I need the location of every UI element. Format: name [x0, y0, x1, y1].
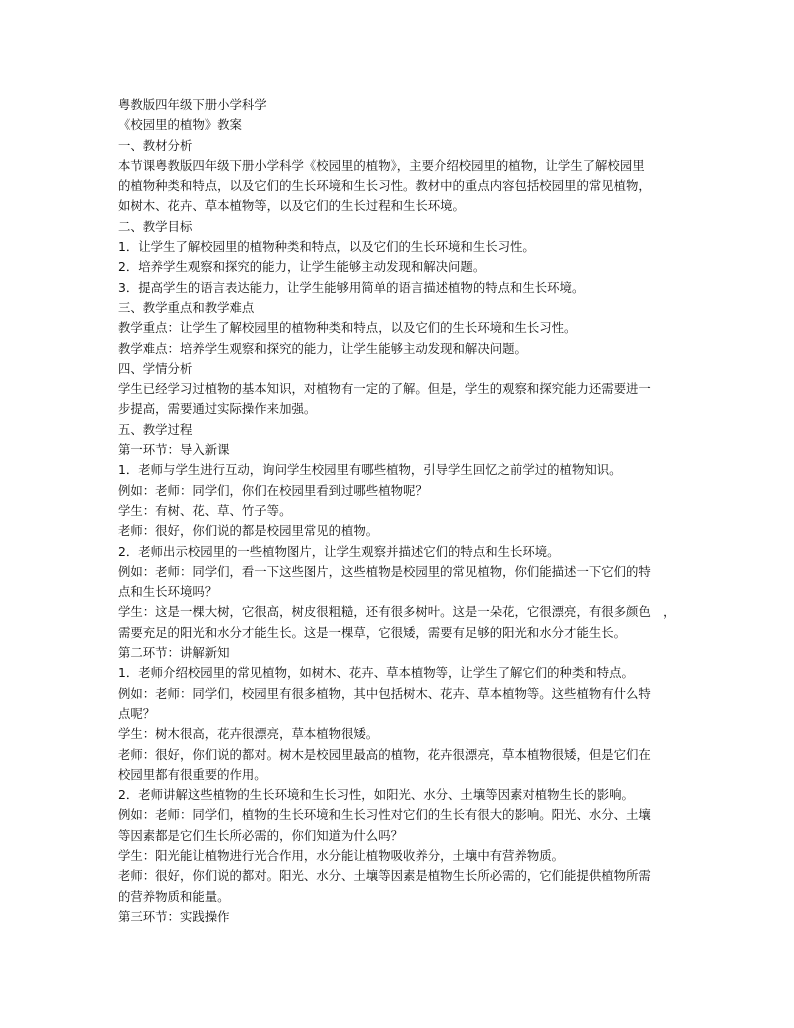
doc-line: 如树木、花卉、草本植物等，以及它们的生长过程和生长环境。 [118, 198, 465, 214]
doc-line: 例如：老师：同学们，看一下这些图片，这些植物是校园里的常见植物，你们能描述一下它们的特 [118, 563, 651, 579]
doc-line: 《校园里的植物》教案 [118, 117, 242, 133]
doc-line: 的营养物质和能量。 [118, 888, 230, 904]
doc-line: 2．老师讲解这些植物的生长环境和生长习性，如阳光、水分、土壤等因素对植物生长的影响。 [118, 787, 634, 803]
doc-line: 三、教学重点和教学难点 [118, 299, 255, 315]
doc-line: 第二环节：讲解新知 [118, 645, 230, 661]
doc-line: 教学难点：培养学生观察和探究的能力，让学生能够主动发现和解决问题。 [118, 340, 527, 356]
doc-line: 点呢？ [118, 705, 156, 721]
doc-line: 老师：很好，你们说的都对。树木是校园里最高的植物，花卉很漂亮，草本植物很矮，但是它们在 [118, 746, 651, 762]
doc-line: 1．老师介绍校园里的常见植物，如树木、花卉、草本植物等，让学生了解它们的种类和特点。 [118, 665, 634, 681]
doc-line: 需要充足的阳光和水分才能生长。这是一棵草，它很矮，需要有足够的阳光和水分才能生长。 [118, 624, 627, 640]
doc-line: 老师：很好，你们说的都是校园里常见的植物。 [118, 523, 379, 539]
doc-line: 教学重点：让学生了解校园里的植物种类和特点，以及它们的生长环境和生长习性。 [118, 320, 577, 336]
doc-line: 学生：树木很高，花卉很漂亮，草本植物很矮。 [118, 726, 379, 742]
doc-line: 学生：阳光能让植物进行光合作用，水分能让植物吸收养分，土壤中有营养物质。 [118, 847, 565, 863]
doc-line: 等因素都是它们生长所必需的，你们知道为什么吗？ [118, 827, 403, 843]
doc-line: 粤教版四年级下册小学科学 [118, 97, 267, 112]
doc-line: 第三环节：实践操作 [118, 908, 230, 924]
doc-line: 例如：老师：同学们，植物的生长环境和生长习性对它们的生长有很大的影响。阳光、水分、土壤 [118, 807, 651, 823]
doc-line: 1．让学生了解校园里的植物种类和特点，以及它们的生长环境和生长习性。 [118, 239, 535, 255]
doc-line: 校园里都有很重要的作用。 [118, 766, 267, 782]
doc-line: 点和生长环境吗？ [118, 584, 218, 600]
doc-line: 3．提高学生的语言表达能力，让学生能够用简单的语言描述植物的特点和生长环境。 [118, 279, 585, 295]
document-body [118, 95, 678, 927]
doc-line: 学生：这是一棵大树，它很高，树皮很粗糙，还有很多树叶。这是一朵花，它很漂亮，有很多颜色 ， [118, 604, 676, 620]
doc-line: 1．老师与学生进行互动，询问学生校园里有哪些植物，引导学生回忆之前学过的植物知识。 [118, 462, 622, 478]
doc-line: 2．老师出示校园里的一些植物图片，让学生观察并描述它们的特点和生长环境。 [118, 543, 560, 559]
doc-line: 本节课粤教版四年级下册小学科学《校园里的植物》，主要介绍校园里的植物，让学生了解校园里 [118, 157, 645, 173]
doc-line: 学生已经学习过植物的基本知识，对植物有一定的了解。但是，学生的观察和探究能力还需要进一 [118, 381, 651, 397]
doc-line: 例如：老师：同学们，校园里有很多植物，其中包括树木、花卉、草本植物等。这些植物有什么特 [118, 685, 651, 701]
doc-line: 一、教材分析 [118, 137, 193, 153]
doc-line: 2．培养学生观察和探究的能力，让学生能够主动发现和解决问题。 [118, 259, 486, 275]
doc-line: 老师：很好，你们说的都对。阳光、水分、土壤等因素是植物生长所必需的，它们能提供植物所需 [118, 868, 651, 884]
doc-line: 步提高，需要通过实际操作来加强。 [118, 401, 317, 417]
doc-line: 的植物种类和特点，以及它们的生长环境和生长习性。教材中的重点内容包括校园里的常见植物， [118, 178, 651, 194]
doc-line: 四、学情分析 [118, 360, 193, 376]
doc-line: 学生：有树、花、草、竹子等。 [118, 502, 292, 518]
doc-line: 二、教学目标 [118, 218, 193, 234]
doc-line: 第一环节：导入新课 [118, 442, 230, 458]
doc-line: 例如：老师：同学们，你们在校园里看到过哪些植物呢？ [118, 482, 428, 498]
doc-line: 五、教学过程 [118, 421, 193, 437]
